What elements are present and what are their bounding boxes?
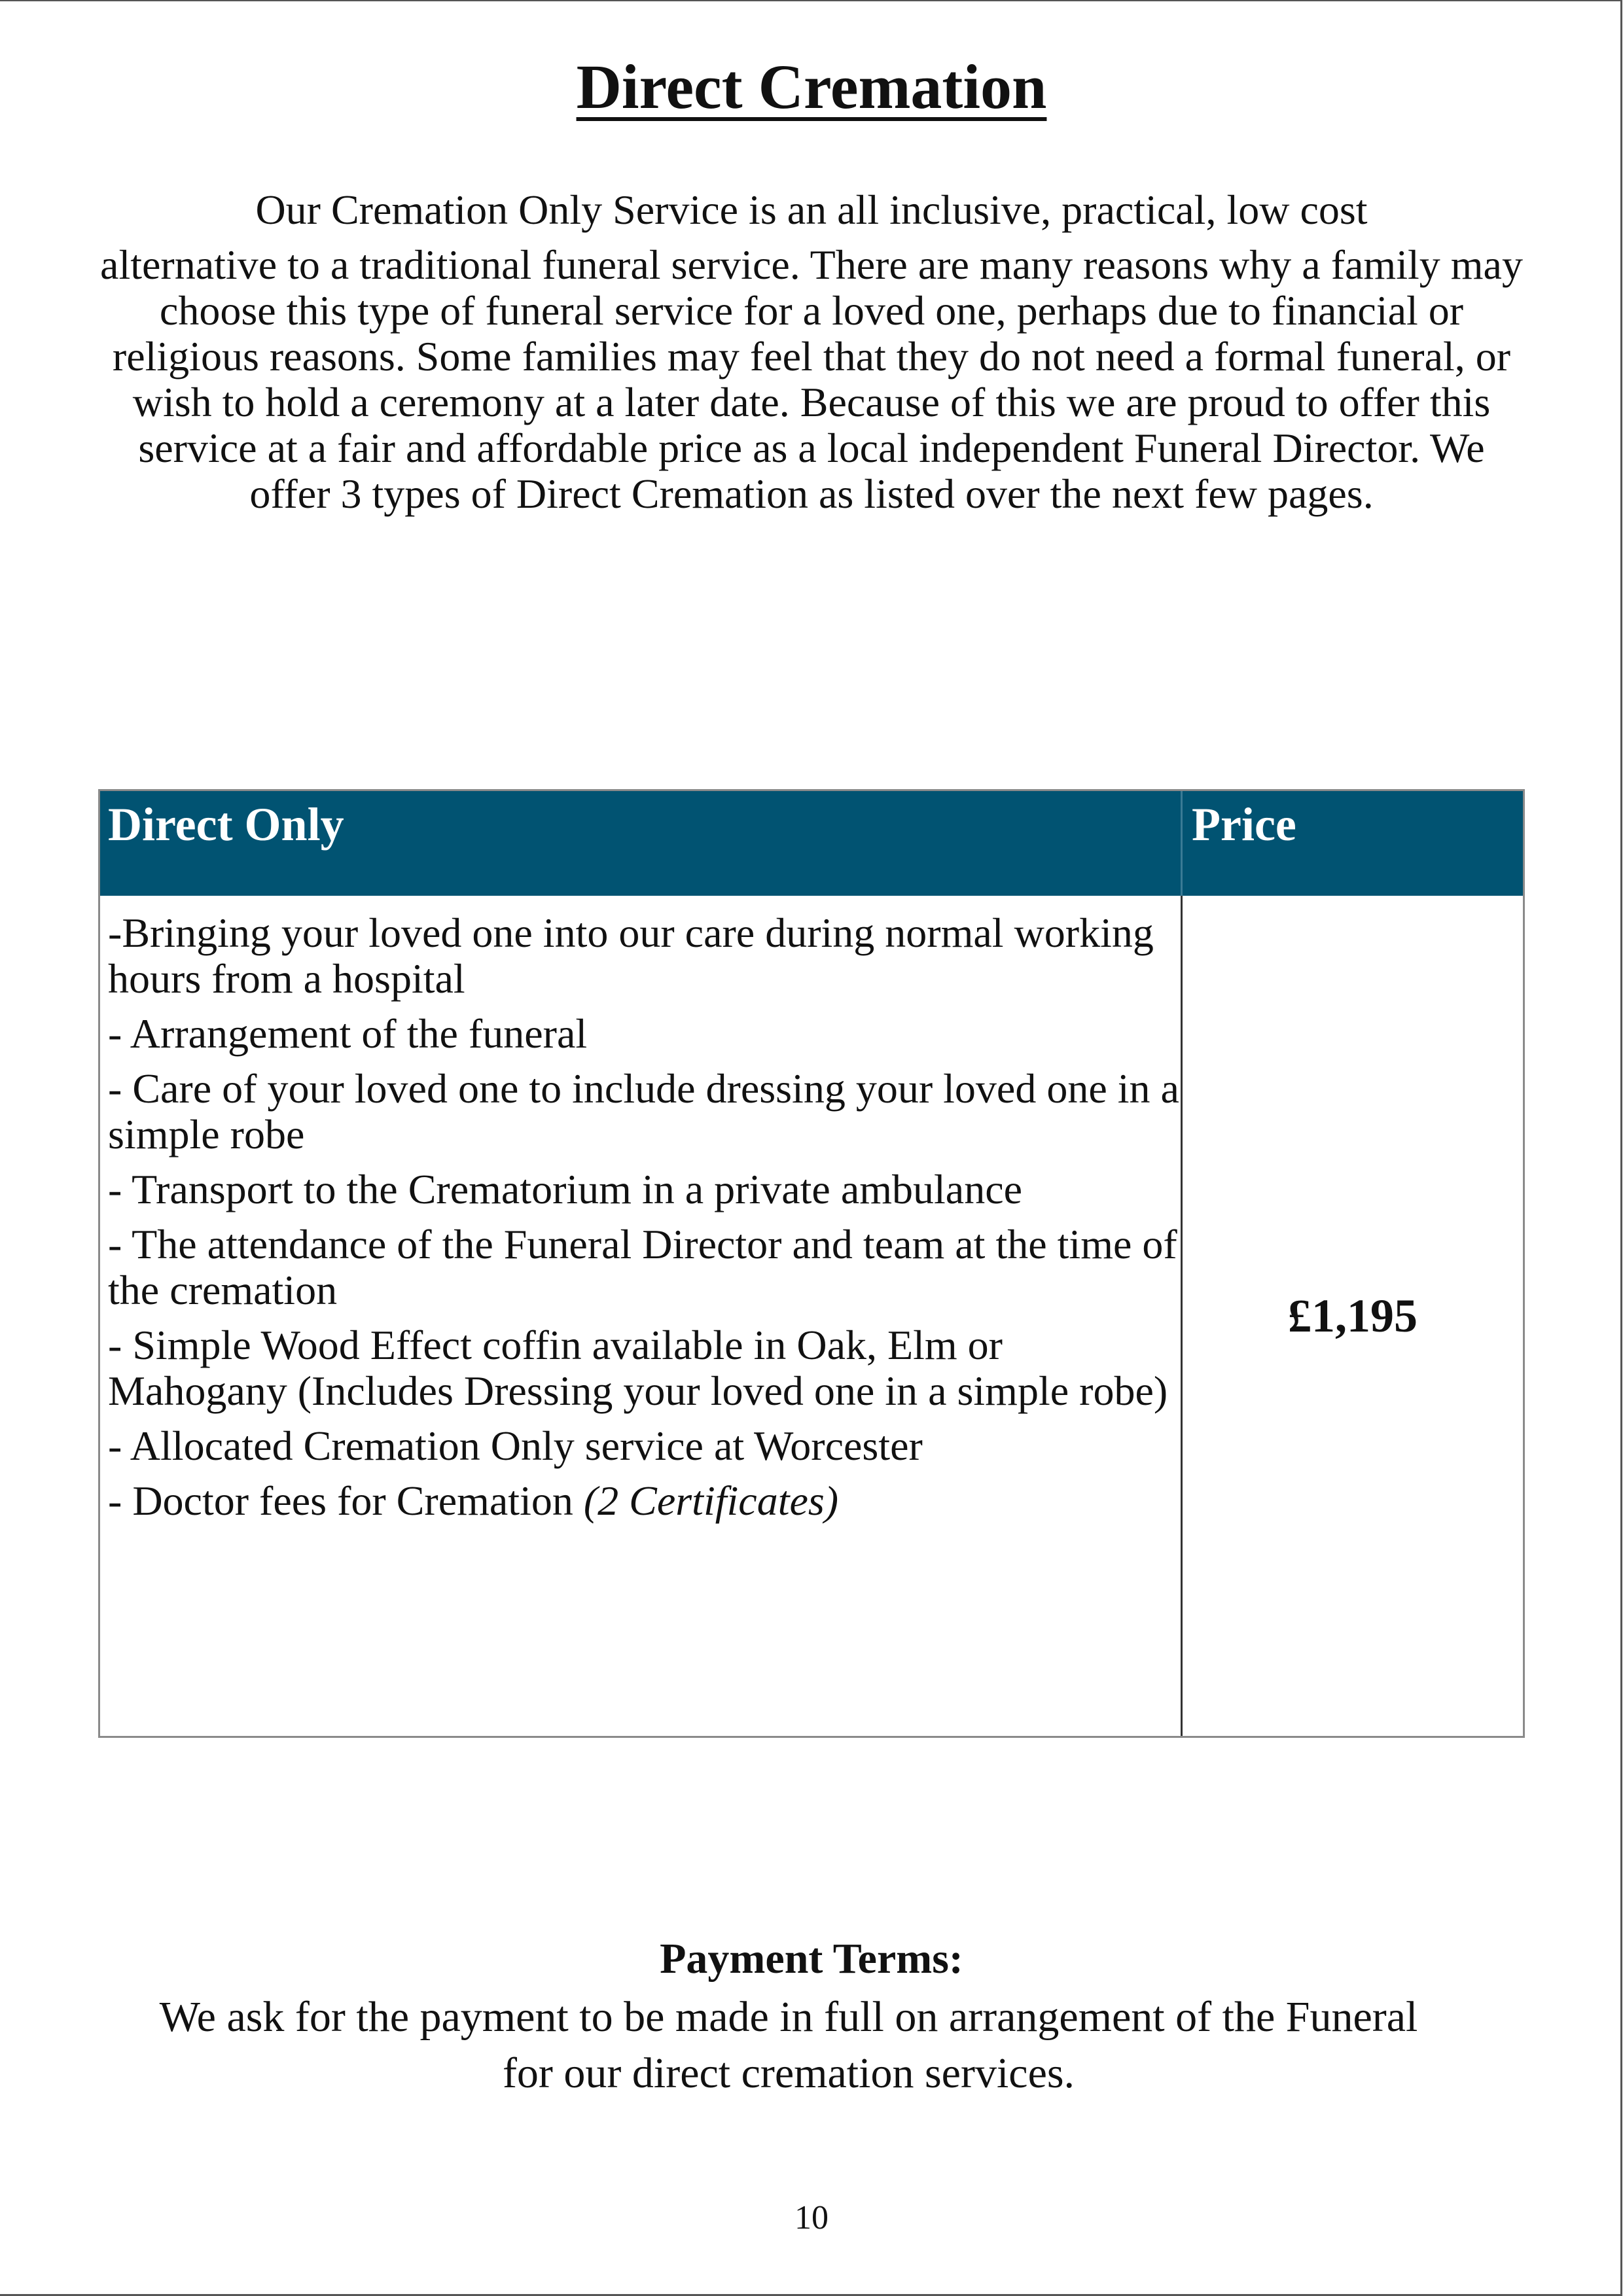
- doctor-fees-certificates: (2 Certificates): [583, 1477, 839, 1524]
- list-item: - Simple Wood Effect coffin available in Oak, Elm or Mahogany (Includes Dressing your loved one in a simple robe): [108, 1322, 1168, 1414]
- list-item: - Allocated Cremation Only service at Worcester: [108, 1422, 923, 1469]
- payment-terms-text: We ask for the payment to be made in full on arrangement of the Funeral for our direct cremation services.: [159, 1993, 1418, 2097]
- intro-paragraph: [98, 187, 1525, 517]
- intro-first-line: Our Cremation Only Service is an all inclusive, practical, low cost: [255, 186, 1368, 233]
- price-value: [1183, 791, 1523, 1736]
- header-price: Price: [1192, 798, 1296, 851]
- price-table: [98, 789, 1525, 1738]
- page-title-text: Direct Cremation: [576, 52, 1047, 122]
- payment-terms-title: Payment Terms:: [660, 1935, 963, 1983]
- list-item: - Transport to the Crematorium in a private ambulance: [108, 1166, 1022, 1212]
- page-title: [0, 51, 1623, 123]
- list-item: -Bringing your loved one into our care during normal working hours from a hospital: [108, 910, 1154, 1002]
- page-number: 10: [794, 2199, 829, 2236]
- list-item-doctor-fees: [108, 1478, 1181, 1524]
- service-items-list: [108, 910, 1181, 1533]
- list-item: - Arrangement of the funeral: [108, 1010, 588, 1057]
- list-item: - The attendance of the Funeral Director and team at the time of the cremation: [108, 1221, 1177, 1313]
- price-amount: £1,195: [1288, 1289, 1418, 1342]
- intro-body: alternative to a traditional funeral service. There are many reasons why a family may choose this type of funeral service for a loved one, perhaps due to financial or religious reasons. Some families may feel that they do not need a formal funeral, or wish to hold a ceremony at a later date. Because of this we are proud to offer this service at a fair and affordable price as a local independent Funeral Director. We offer 3 types of Direct Cremation as listed over the next few pages.: [100, 241, 1523, 517]
- doctor-fees-text: - Doctor fees for Cremation: [108, 1477, 584, 1524]
- header-service: Direct Only: [108, 798, 344, 851]
- list-item: - Care of your loved one to include dressing your loved one in a simple robe: [108, 1065, 1179, 1157]
